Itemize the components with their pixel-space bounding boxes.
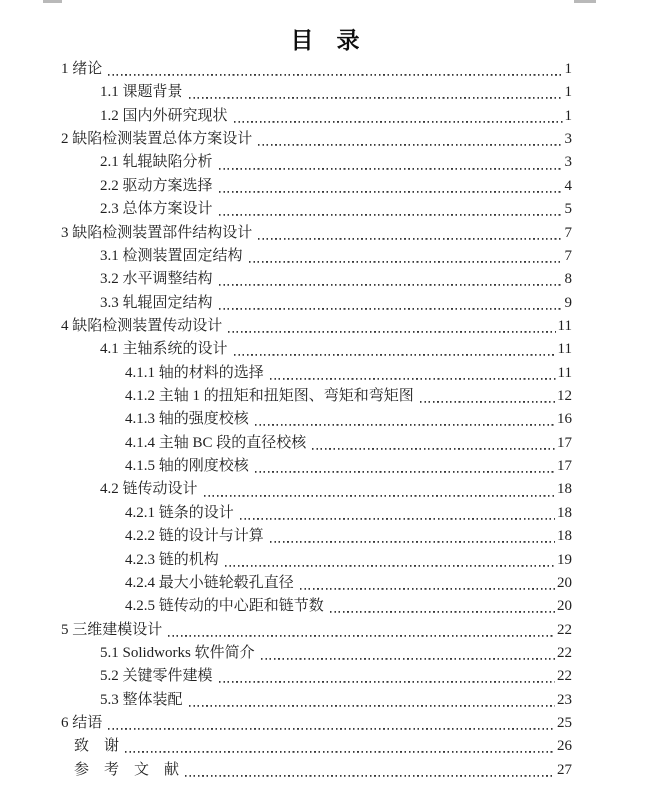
- dot-leader: [258, 222, 562, 245]
- toc-entry[interactable]: [0, 665, 650, 688]
- dot-leader: [204, 478, 555, 501]
- toc-entry[interactable]: [0, 245, 650, 268]
- toc-entry[interactable]: [0, 455, 650, 478]
- toc-entry[interactable]: [0, 712, 650, 735]
- toc-entry-page: 4: [564, 177, 572, 194]
- toc-entry[interactable]: [0, 549, 650, 572]
- toc-entry[interactable]: [0, 58, 650, 81]
- dot-leader: [255, 455, 555, 478]
- toc-entry-label: 2.3 总体方案设计: [100, 201, 213, 218]
- toc-entry-page: 18: [557, 504, 572, 521]
- toc-entry-label: 1 绪论: [61, 61, 103, 77]
- dot-leader: [249, 245, 563, 268]
- toc-entry-page: 25: [557, 715, 572, 732]
- toc-entry-label: 4.2 链传动设计: [100, 481, 198, 498]
- toc-entry-page: 19: [557, 551, 572, 568]
- toc-entry-page: 3: [564, 154, 572, 171]
- toc-entry-page: 9: [564, 294, 572, 311]
- toc-entry-page: 3: [564, 131, 572, 148]
- dot-leader: [270, 525, 555, 548]
- toc-entry-label: 3.1 检测装置固定结构: [100, 247, 243, 264]
- toc-entry-page: 26: [557, 738, 572, 755]
- toc-entry-label: 1.2 国内外研究现状: [100, 107, 228, 124]
- toc-entry-label: 4.1.5 轴的刚度校核: [125, 458, 249, 475]
- toc-entry[interactable]: [0, 502, 650, 525]
- toc-entry-page: 20: [557, 574, 572, 591]
- toc-entry-page: 8: [564, 271, 572, 288]
- toc-entry-page: 7: [564, 224, 572, 241]
- toc-entry-page: 18: [557, 481, 572, 498]
- dot-leader: [312, 432, 555, 455]
- toc-entry[interactable]: [0, 222, 650, 245]
- dot-leader: [219, 268, 563, 291]
- dot-leader: [108, 58, 562, 81]
- dot-leader: [225, 549, 555, 572]
- dot-leader: [228, 315, 555, 338]
- toc-entry[interactable]: [0, 268, 650, 291]
- dot-leader: [219, 198, 563, 221]
- toc-entry-page: 18: [557, 528, 572, 545]
- toc-entry-label: 致 谢: [74, 738, 120, 755]
- toc-entry-page: 27: [557, 761, 572, 778]
- toc-entry-page: 11: [557, 317, 572, 334]
- toc-entry-label: 5.1 Solidworks 软件简介: [100, 644, 255, 661]
- toc-entry[interactable]: [0, 408, 650, 431]
- toc-entry-label: 4.2.4 最大小链轮毂孔直径: [125, 574, 294, 591]
- dot-leader: [270, 362, 556, 385]
- dot-leader: [168, 619, 555, 642]
- toc-entry-label: 4.2.3 链的机构: [125, 551, 219, 568]
- toc-entry[interactable]: [0, 619, 650, 642]
- toc-entry[interactable]: [0, 432, 650, 455]
- toc-entry-label: 2.2 驱动方案选择: [100, 177, 213, 194]
- toc-entry[interactable]: [0, 759, 650, 782]
- page-edge-artifact-left: [43, 0, 62, 3]
- toc-entry-page: 11: [557, 341, 572, 358]
- toc-entry[interactable]: [0, 128, 650, 151]
- dot-leader: [330, 595, 555, 618]
- dot-leader: [240, 502, 555, 525]
- dot-leader: [189, 81, 563, 104]
- toc-entry-page: 12: [557, 388, 572, 405]
- toc-entry[interactable]: [0, 105, 650, 128]
- toc-entry-label: 2 缺陷检测装置总体方案设计: [61, 131, 253, 148]
- toc-entry[interactable]: [0, 595, 650, 618]
- toc-entry[interactable]: [0, 385, 650, 408]
- toc-entry-label: 5.3 整体装配: [100, 691, 183, 708]
- toc-entry-label: 3 缺陷检测装置部件结构设计: [61, 224, 253, 241]
- dot-leader: [255, 408, 555, 431]
- toc-entry-label: 4.2.1 链条的设计: [125, 504, 234, 521]
- toc-entry-label: 5 三维建模设计: [61, 621, 163, 638]
- dot-leader: [219, 175, 563, 198]
- toc-entry-label: 4 缺陷检测装置传动设计: [61, 317, 223, 334]
- dot-leader: [108, 712, 555, 735]
- toc-entry-page: 17: [557, 434, 572, 451]
- toc-entry-label: 4.1.2 主轴 1 的扭矩和扭矩图、弯矩和弯矩图: [125, 388, 414, 405]
- toc-entry[interactable]: [0, 362, 650, 385]
- toc-entry-label: 参 考 文 献: [74, 761, 180, 778]
- toc-entry[interactable]: [0, 151, 650, 174]
- toc-entry[interactable]: [0, 315, 650, 338]
- dot-leader: [234, 105, 563, 128]
- toc-entry[interactable]: [0, 525, 650, 548]
- dot-leader: [125, 735, 555, 758]
- toc-entry-page: 16: [557, 411, 572, 428]
- toc-entry-label: 5.2 关键零件建模: [100, 668, 213, 685]
- toc-entry[interactable]: [0, 642, 650, 665]
- toc-entry-label: 4.1.3 轴的强度校核: [125, 411, 249, 428]
- page-edge-artifact-right: [574, 0, 596, 3]
- toc-entry-label: 3.3 轧辊固定结构: [100, 294, 213, 311]
- toc-entry-page: 7: [564, 247, 572, 264]
- toc-entry-label: 4.1 主轴系统的设计: [100, 341, 228, 358]
- toc-entry-page: 22: [557, 621, 572, 638]
- toc-entry-label: 1.1 课题背景: [100, 84, 183, 101]
- dot-leader: [219, 151, 563, 174]
- toc-list: [0, 58, 650, 782]
- dot-leader: [189, 689, 555, 712]
- toc-entry-page: 22: [557, 668, 572, 685]
- page-title: 目 录: [290, 27, 360, 53]
- toc-entry[interactable]: [0, 572, 650, 595]
- toc-entry-label: 4.1.4 主轴 BC 段的直径校核: [125, 434, 307, 451]
- toc-entry-page: 20: [557, 598, 572, 615]
- toc-entry[interactable]: [0, 175, 650, 198]
- toc-entry-label: 2.1 轧辊缺陷分析: [100, 154, 213, 171]
- toc-entry-label: 4.2.5 链传动的中心距和链节数: [125, 598, 324, 615]
- toc-entry-page: 1: [564, 61, 572, 77]
- toc-entry[interactable]: [0, 689, 650, 712]
- toc-entry-page: 11: [557, 364, 572, 381]
- dot-leader: [219, 665, 555, 688]
- toc-entry[interactable]: [0, 198, 650, 221]
- toc-entry[interactable]: [0, 478, 650, 501]
- toc-entry-page: 5: [564, 201, 572, 218]
- dot-leader: [300, 572, 555, 595]
- toc-entry-label: 6 结语: [61, 715, 103, 732]
- dot-leader: [185, 759, 555, 782]
- dot-leader: [261, 642, 555, 665]
- toc-entry-label: 4.2.2 链的设计与计算: [125, 528, 264, 545]
- dot-leader: [219, 292, 563, 315]
- toc-entry[interactable]: [0, 81, 650, 104]
- dot-leader: [234, 338, 556, 361]
- dot-leader: [258, 128, 562, 151]
- toc-entry-label: 3.2 水平调整结构: [100, 271, 213, 288]
- toc-entry-page: 1: [564, 107, 572, 124]
- toc-entry[interactable]: [0, 292, 650, 315]
- dot-leader: [420, 385, 555, 408]
- toc-entry-page: 22: [557, 644, 572, 661]
- toc-entry[interactable]: [0, 338, 650, 361]
- toc-entry-label: 4.1.1 轴的材料的选择: [125, 364, 264, 381]
- toc-entry-page: 17: [557, 458, 572, 475]
- toc-entry-page: 23: [557, 691, 572, 708]
- toc-entry-page: 1: [564, 84, 572, 101]
- toc-entry[interactable]: [0, 735, 650, 758]
